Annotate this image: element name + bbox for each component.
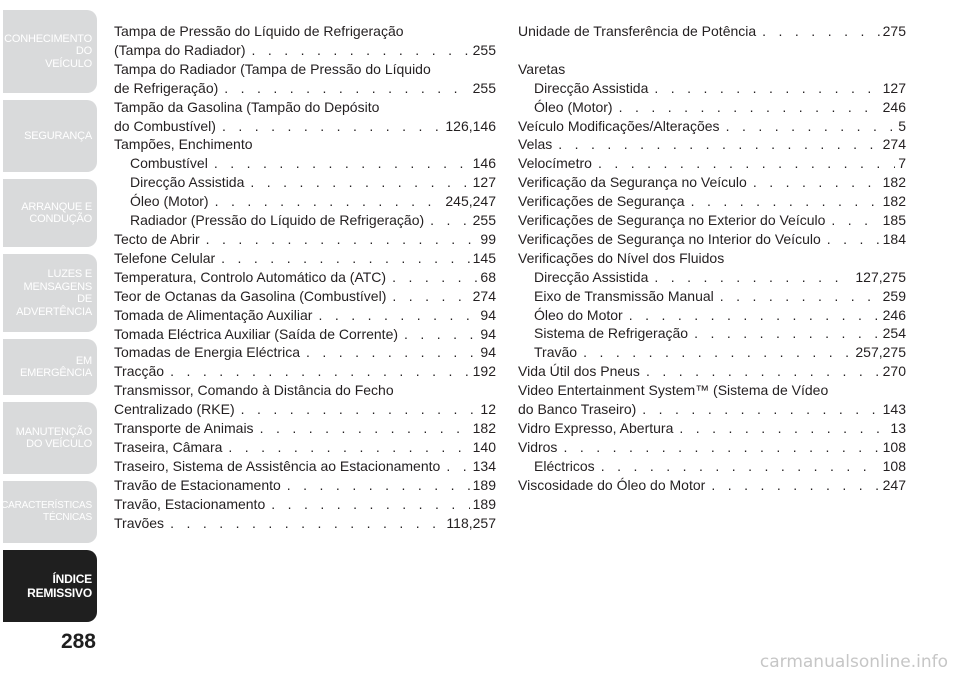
spacer	[518, 41, 906, 60]
index-subentry: Óleo (Motor) . . . 245,247	[114, 192, 496, 211]
tab-luzes-e-mensagens-de-advertencia[interactable]	[3, 254, 97, 332]
tab-label-line: TÉCNICAS	[43, 512, 92, 523]
index-entry: Unidade de Transferência de Potência . . . 275	[518, 22, 906, 41]
index-entry: Transmissor, Comando à Distância do Fecho	[114, 382, 394, 399]
tab-label-line: DO	[75, 45, 92, 58]
index-entry: Telefone Celular . . . 145	[114, 249, 496, 268]
tab-label-line: ÍNDICE	[52, 572, 92, 586]
index-entry: Verificação da Segurança no Veículo . . . 182	[518, 173, 906, 192]
index-subentry: Direcção Assistida . . . 127	[114, 173, 496, 192]
tab-label-line: SEGURANÇA	[24, 129, 92, 142]
index-entry: Tampão da Gasolina (Tampão do Depósito	[114, 98, 380, 115]
tab-label-line: CARACTERÍSTICAS	[1, 499, 92, 511]
index-entry: (Tampa do Radiador) . . . 255	[114, 41, 496, 60]
index-entry: Tomada Eléctrica Auxiliar (Saída de Corrente) . . . 94	[114, 325, 496, 344]
tab-label-line: VEÍCULO	[45, 57, 92, 70]
index-entry: Tecto de Abrir . . . 99	[114, 230, 496, 249]
index-entry: do Combustível) . . . 126,146	[114, 117, 496, 136]
watermark: carmanualsonline.info	[759, 652, 948, 672]
tab-label-line: ARRANQUE E	[21, 200, 92, 213]
index-entry: do Banco Traseiro) . . . 143	[518, 400, 906, 419]
index-entry: Varetas	[518, 60, 566, 77]
index-subentry: Combustível . . . 146	[114, 154, 496, 173]
index-entry: Traseiro, Sistema de Assistência ao Estacionamento . . . 134	[114, 457, 496, 476]
index-entry: Temperatura, Controlo Automático da (ATC) . . . 68	[114, 268, 496, 287]
index-entry: Vidros . . . 108	[518, 438, 906, 457]
tab-manutencao-do-veiculo[interactable]	[3, 402, 97, 474]
index-subentry: Direcção Assistida . . . 127	[518, 79, 906, 98]
index-column-right	[518, 22, 906, 495]
tab-indice-remissivo[interactable]	[3, 550, 97, 622]
index-subentry: Eixo de Transmissão Manual . . . 259	[518, 287, 906, 306]
index-entry: Teor de Octanas da Gasolina (Combustível) . . . 274	[114, 287, 496, 306]
index-subentry: Óleo do Motor . . . 246	[518, 306, 906, 325]
index-column-left	[114, 22, 496, 532]
index-entry: Video Entertainment System™ (Sistema de Vídeo	[518, 382, 829, 399]
index-entry: Tracção . . . 192	[114, 362, 496, 381]
index-entry: Veículo Modificações/Alterações . . . 5	[518, 117, 906, 136]
index-entry: Velocímetro . . . 7	[518, 154, 906, 173]
index-entry: Viscosidade do Óleo do Motor . . . 247	[518, 476, 906, 495]
index-subentry: Óleo (Motor) . . . 246	[518, 98, 906, 117]
index-entry: Transporte de Animais . . . 182	[114, 419, 496, 438]
tab-label-line: CONDUÇÃO	[29, 213, 92, 225]
index-entry: Verificações de Segurança no Exterior do Veículo . . . 185	[518, 211, 906, 230]
index-subentry: Travão . . . 257,275	[518, 343, 906, 362]
index-entry: Verificações de Segurança . . . 182	[518, 192, 906, 211]
index-entry: Centralizado (RKE) . . . 12	[114, 400, 496, 419]
index-entry: Travões . . . 118,257	[114, 514, 496, 533]
tab-conhecimento-do-veiculo[interactable]	[3, 10, 97, 93]
tab-arranque-e-conducao[interactable]	[3, 179, 97, 247]
tab-label-line: DE	[77, 293, 92, 305]
index-entry: Tampões, Enchimento	[114, 136, 253, 153]
index-entry: Vida Útil dos Pneus . . . 270	[518, 362, 906, 381]
tab-label-line: EM	[75, 354, 92, 367]
chapter-tabs-sidebar	[0, 0, 98, 678]
index-subentry: Direcção Assistida . . . 127,275	[518, 268, 906, 287]
index-entry: Traseira, Câmara . . . 140	[114, 438, 496, 457]
tab-label-line: DO VEÍCULO	[26, 438, 92, 450]
index-entry: de Refrigeração) . . . 255	[114, 79, 496, 98]
tab-seguranca[interactable]	[3, 100, 97, 172]
index-subentry: Radiador (Pressão do Líquido de Refrigeração) . . . 255	[114, 211, 496, 230]
tab-em-emergencia[interactable]	[3, 339, 97, 395]
index-entry: Travão, Estacionamento . . . 189	[114, 495, 496, 514]
index-entry: Tomadas de Energia Eléctrica . . . 94	[114, 343, 496, 362]
index-entry: Velas . . . 274	[518, 135, 906, 154]
index-entry: Vidro Expresso, Abertura . . . 13	[518, 419, 906, 438]
index-entry: Tomada de Alimentação Auxiliar . . . 94	[114, 306, 496, 325]
tab-label-line: MANUTENÇÃO	[15, 425, 92, 438]
index-subentry: Eléctricos . . . 108	[518, 457, 906, 476]
tab-caracteristicas-tecnicas[interactable]	[3, 481, 97, 543]
index-entry: Tampa do Radiador (Tampa de Pressão do Líquido	[114, 60, 431, 77]
tab-label-line: CONHECIMENTO	[4, 32, 92, 45]
tab-label-line: MENSAGENS	[23, 280, 92, 293]
tab-label-line: EMERGÊNCIA	[20, 367, 92, 379]
index-subentry: Sistema de Refrigeração . . . 254	[518, 324, 906, 343]
index-entry: Tampa de Pressão do Líquido de Refrigeração	[114, 23, 404, 39]
tab-label-line: ADVERTÊNCIA	[16, 305, 92, 318]
index-entry: Travão de Estacionamento . . . 189	[114, 476, 496, 495]
tab-label-line: REMISSIVO	[27, 586, 92, 600]
page-number: 288	[60, 630, 96, 653]
tab-label-line: LUZES E	[47, 268, 92, 280]
index-entry: Verificações do Nível dos Fluidos	[518, 249, 725, 266]
index-entry: Verificações de Segurança no Interior do Veículo . . . 184	[518, 230, 906, 249]
